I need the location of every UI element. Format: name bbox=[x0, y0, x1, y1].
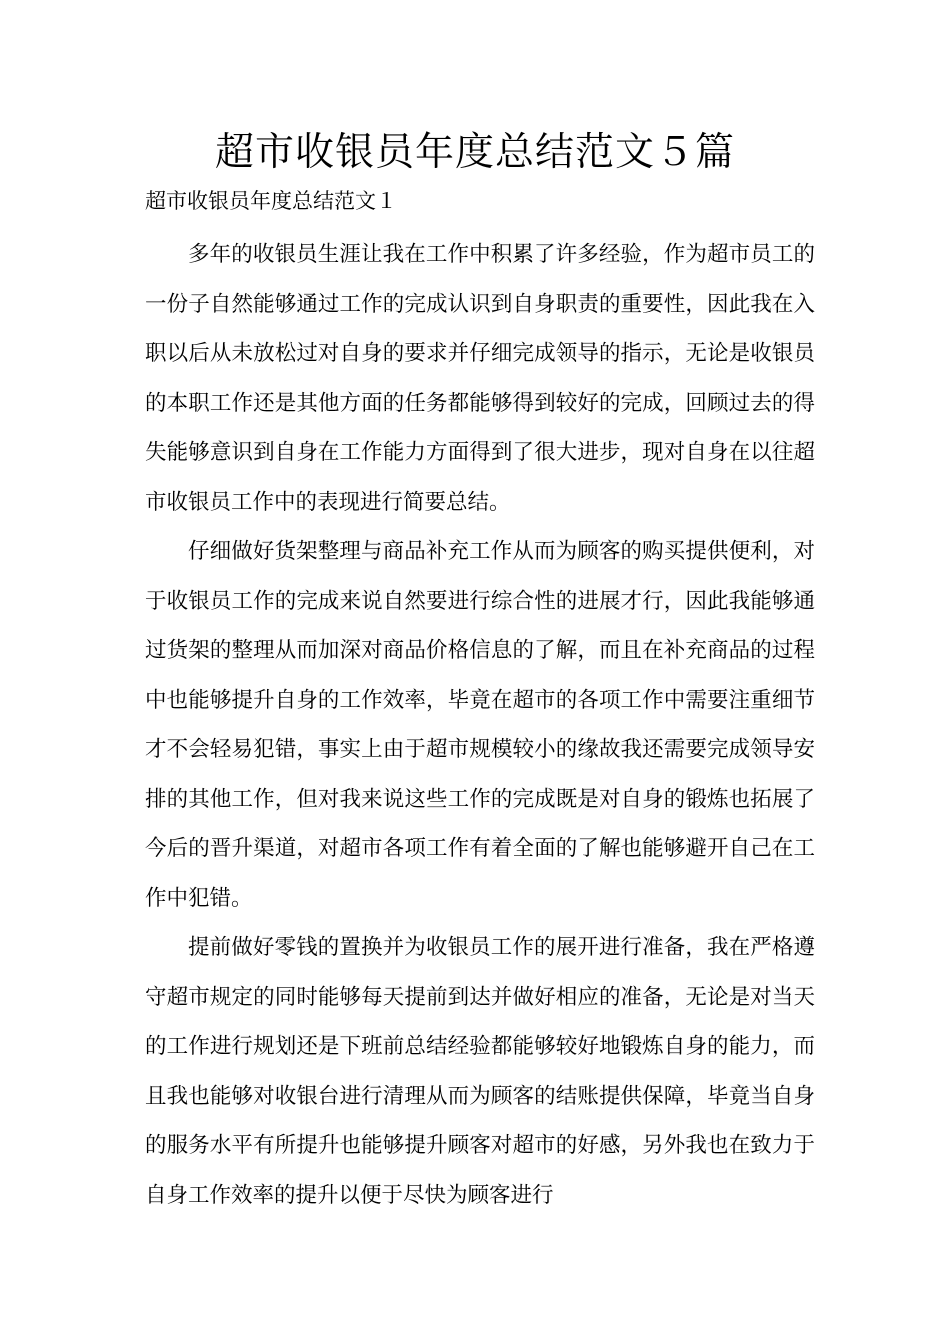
document-title: 超市收银员年度总结范文５篇 bbox=[214, 130, 735, 175]
paragraph: 提前做好零钱的置换并为收银员工作的展开进行准备，我在严格遵守超市规定的同时能够每天提前到达并做好相应的准备，无论是对当天的工作进行规划还是下班前总结经验都能够较好地锻炼自身的能力，而且我也能够对收银台进行清理从而为顾客的结账提供保障，毕竟当自身的服务水平有所提升也能够提升顾客对超市的好感，另外我也在致力于自身工作效率的提升以便于尽快为顾客进行 bbox=[145, 935, 815, 1208]
paragraph: 多年的收银员生涯让我在工作中积累了许多经验，作为超市员工的一份子自然能够通过工作的完成认识到自身职责的重要性，因此我在入职以后从未放松过对自身的要求并仔细完成领导的指示，无论是收银员的本职工作还是其他方面的任务都能够得到较好的完成，回顾过去的得失能够意识到自身在工作能力方面得到了很大进步，现对自身在以往超市收银员工作中的表现进行简要总结。 bbox=[145, 242, 815, 515]
document-body bbox=[145, 230, 815, 1220]
section-heading: 超市收银员年度总结范文１ bbox=[145, 189, 397, 213]
paragraph: 仔细做好货架整理与商品补充工作从而为顾客的购买提供便利，对于收银员工作的完成来说自然要进行综合性的进展才行，因此我能够通过货架的整理从而加深对商品价格信息的了解，而且在补充商品的过程中也能够提升自身的工作效率，毕竟在超市的各项工作中需要注重细节才不会轻易犯错，事实上由于超市规模较小的缘故我还需要完成领导安排的其他工作，但对我来说这些工作的完成既是对自身的锻炼也拓展了今后的晋升渠道，对超市各项工作有着全面的了解也能够避开自己在工作中犯错。 bbox=[145, 539, 815, 911]
